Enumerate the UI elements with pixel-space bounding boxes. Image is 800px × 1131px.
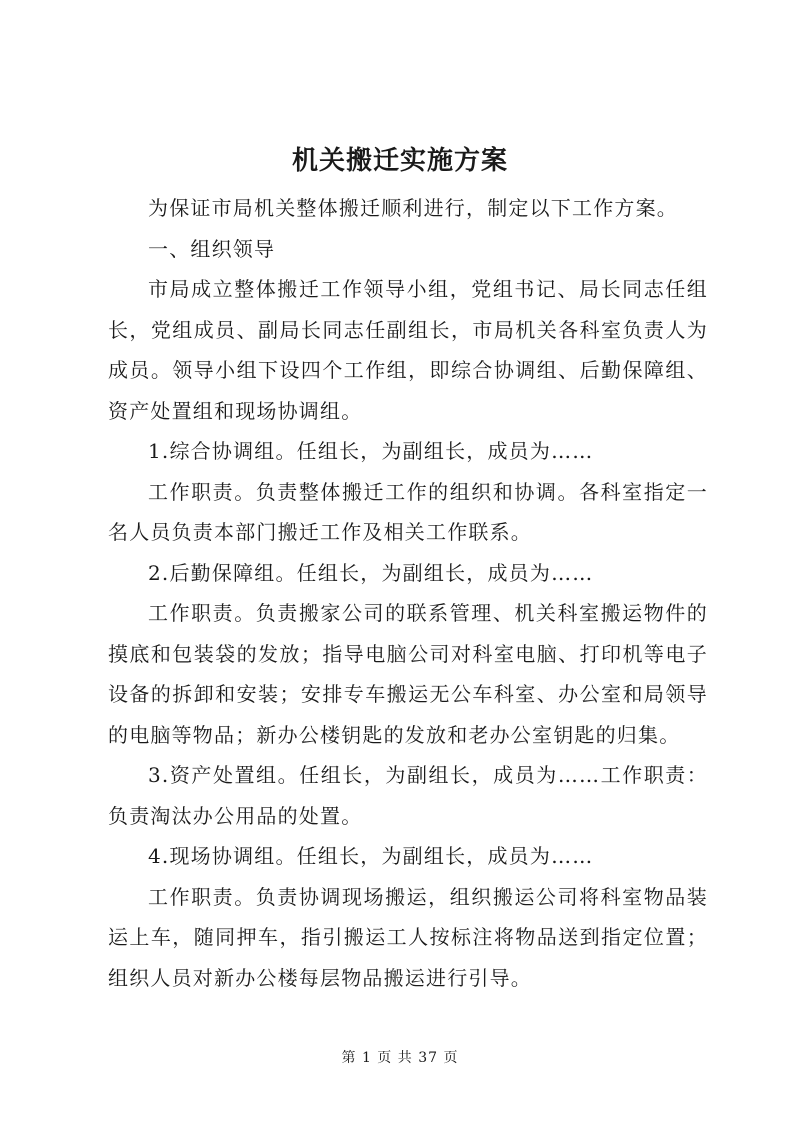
section-heading-organization: 一、组织领导: [148, 236, 276, 261]
paragraph-asset-group: 3.资产处置组。任组长，为副组长，成员为……工作职责：负责淘汰办公用品的处置。: [108, 763, 708, 828]
paragraph-coordination-group: 1.综合协调组。任组长，为副组长，成员为……: [148, 439, 594, 463]
document-title: 机关搬迁实施方案: [291, 146, 508, 176]
paragraph-onsite-duties: 工作职责。负责协调现场搬运，组织搬运公司将科室物品装运上车，随同押车，指引搬运工人按标注将物品送到指定位置；组织人员对新办公楼每层物品搬运进行引导。: [108, 884, 708, 990]
paragraph-logistics-group: 2.后勤保障组。任组长，为副组长，成员为……: [148, 560, 594, 585]
paragraph-intro: 为保证市局机关整体搬迁顺利进行，制定以下工作方案。: [148, 196, 678, 220]
page-footer: 第 1 页 共 37 页: [341, 1050, 459, 1066]
paragraph-logistics-duties: 工作职责。负责搬家公司的联系管理、机关科室搬运物件的摸底和包装袋的发放；指导电脑公司对科室电脑、打印机等电子设备的拆卸和安装；安排专车搬运无公车科室、办公室和局领导的电脑等物品；新办公楼钥匙的发放和老办公室钥匙的归集。: [108, 601, 708, 747]
paragraph-leadership-group: 市局成立整体搬迁工作领导小组，党组书记、局长同志任组长，党组成员、副局长同志任副组长，市局机关各科室负责人为成员。领导小组下设四个工作组，即综合协调组、后勤保障组、资产处置组和现场协调组。: [108, 277, 708, 423]
paragraph-onsite-group: 4.现场协调组。任组长，为副组长，成员为……: [148, 844, 594, 868]
document-body: [108, 188, 708, 998]
paragraph-coordination-duties: 工作职责。负责整体搬迁工作的组织和协调。各科室指定一名人员负责本部门搬迁工作及相关工作联系。: [108, 479, 708, 544]
